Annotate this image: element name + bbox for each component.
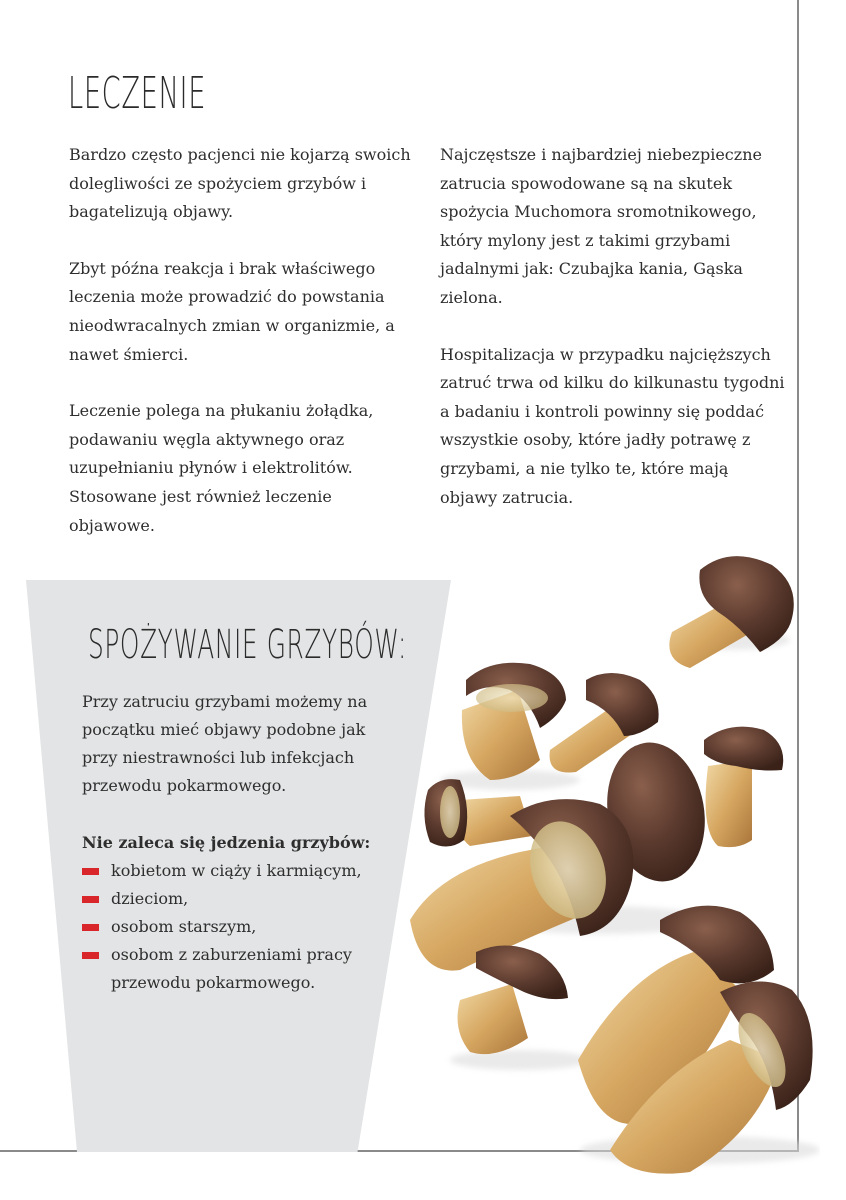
leczenie-right-column (440, 141, 785, 540)
bullet-dash-icon (82, 868, 99, 875)
mushroom (669, 556, 793, 668)
paragraph: Zbyt późna reakcja i brak właściwego leczenia może prowadzić do powstania nieodwracalnych zmian w organizmie, a nawet śmierci. (69, 258, 395, 364)
spozywanie-intro: Przy zatruciu grzybami możemy na początku mieć objawy podobne jak przy niestrawności lub infekcjach przewodu pokarmowego. (82, 692, 368, 795)
list-item-text: osobom starszym, (111, 917, 257, 936)
mushroom (704, 727, 783, 847)
section-title-spozywanie: SPOŻYWANIE GRZYBÓW: (88, 622, 408, 668)
list-item (82, 857, 412, 885)
list-item-text: kobietom w ciąży i karmiącym, (111, 861, 362, 880)
leczenie-left-column (69, 141, 414, 568)
warning-heading: Nie zaleca się jedzenia grzybów: (82, 833, 371, 852)
section-title-leczenie: LECZENIE (68, 68, 207, 119)
paragraph: Leczenie polega na płukaniu żołądka, podawaniu węgla aktywnego oraz uzupełnianiu płynów i elektrolitów. Stosowane jest również leczenie objawowe. (69, 401, 374, 535)
paragraph: Hospitalizacja w przypadku najcięższych zatruć trwa od kilku do kilkunastu tygodni a badaniu i kontroli powinny się poddać wszystkie osoby, które jadły potrawę z grzybami, a nie tylko te, które mają objawy zatrucia. (440, 344, 785, 507)
bullet-dash-icon (82, 952, 99, 959)
list-item (82, 885, 412, 913)
bullet-dash-icon (82, 896, 99, 903)
paragraph: Najczęstsze i najbardziej niebezpieczne zatrucia spowodowane są na skutek spożycia Muchomora sromotnikowego, który mylony jest z takimi grzybami jadalnymi jak: Czubajka kania, Gąska zielona. (440, 145, 762, 307)
paragraph: Bardzo często pacjenci nie kojarzą swoich dolegliwości ze spożyciem grzybów i bagatelizują objawy. (69, 145, 411, 222)
warning-list (82, 857, 412, 997)
mushroom (462, 663, 566, 780)
list-item-text: dzieciom, (111, 889, 189, 908)
list-item (82, 941, 412, 997)
list-item (82, 913, 412, 941)
mushroom-photo (400, 540, 820, 1180)
bullet-dash-icon (82, 924, 99, 931)
list-item-text: osobom z zaburzeniami pracy przewodu pokarmowego. (111, 945, 352, 992)
